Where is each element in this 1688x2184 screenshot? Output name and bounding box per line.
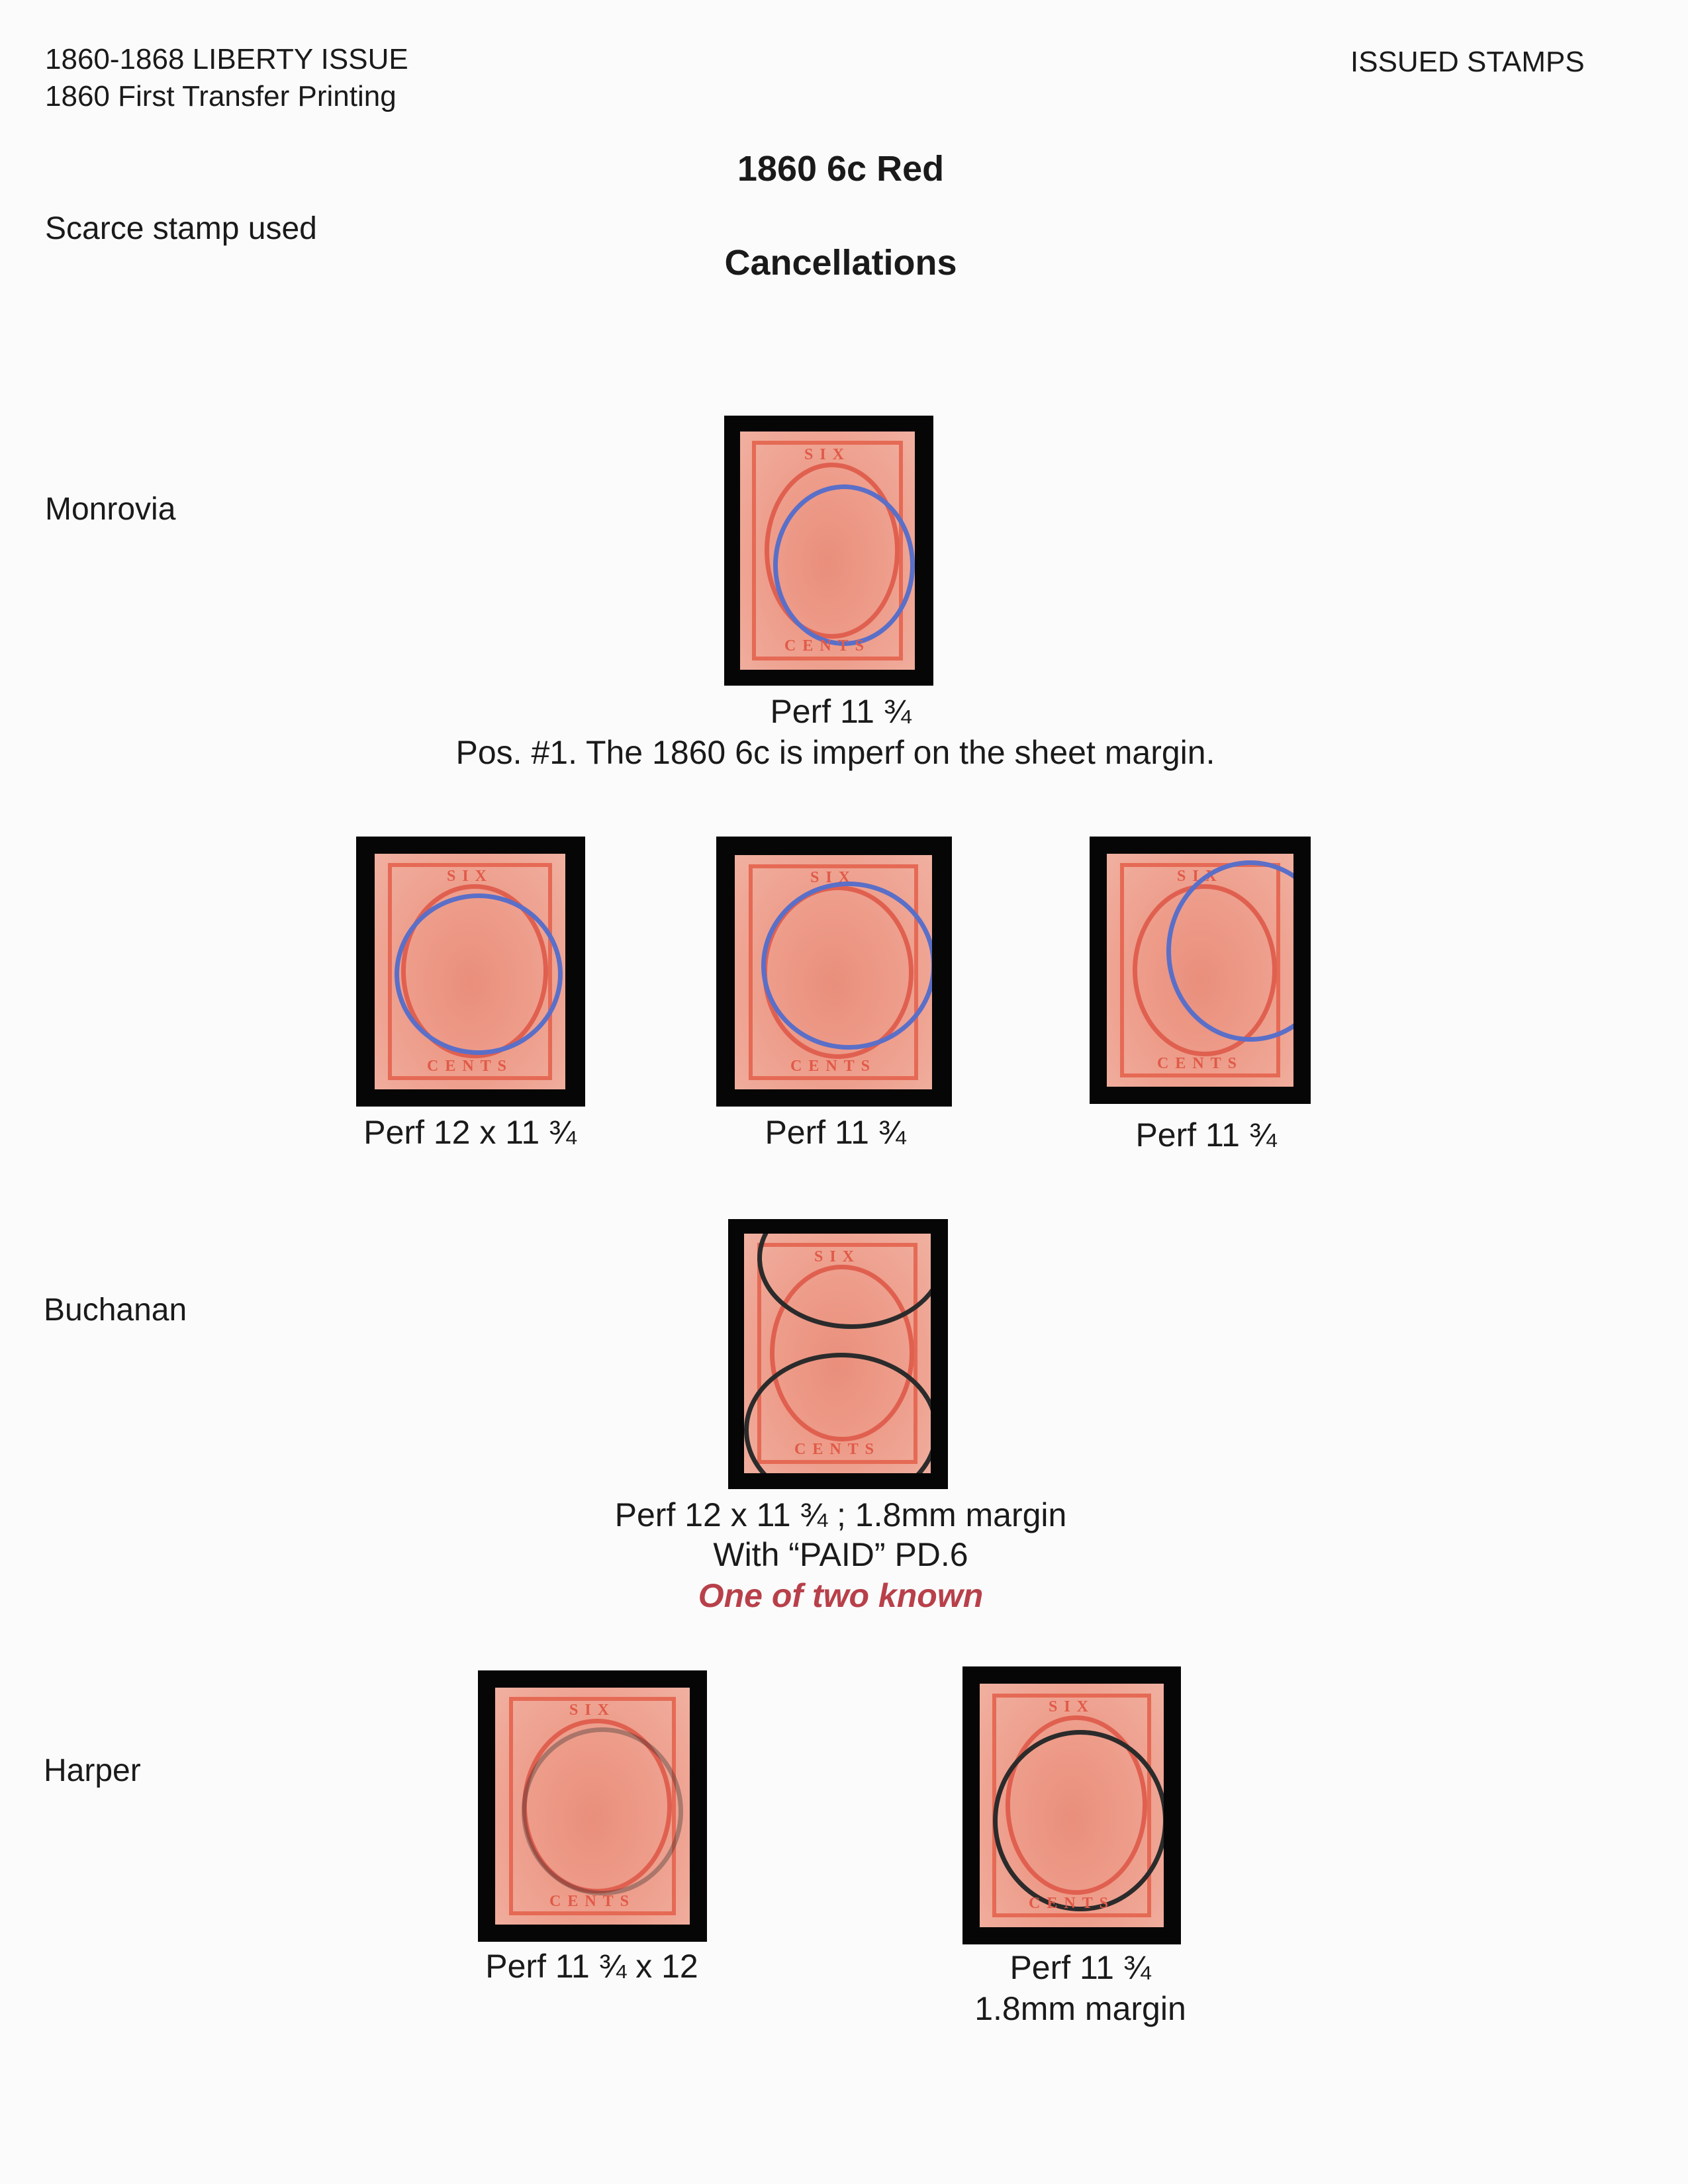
stamp-image — [980, 1684, 1164, 1927]
page-title: 1860 6c Red — [737, 149, 945, 189]
stamp-denomination-top: SIX — [569, 1702, 616, 1719]
stamp-mount-2 — [356, 837, 585, 1107]
stamp-denomination-bottom: CENTS — [784, 637, 871, 655]
caption-stamp-3: Perf 11 ¾ — [765, 1114, 906, 1151]
cancel-postmark — [993, 1730, 1164, 1911]
caption-stamp-4: Perf 11 ¾ — [1135, 1116, 1277, 1154]
stamp-mount-5 — [728, 1219, 948, 1489]
caption-stamp-7: Perf 11 ¾ — [1009, 1949, 1151, 1986]
cancel-postmark — [395, 893, 563, 1055]
stamp-denomination-bottom: CENTS — [426, 1057, 514, 1075]
caption-stamp-6: Perf 11 ¾ x 12 — [485, 1948, 698, 1985]
stamp-image — [495, 1688, 690, 1925]
caption-stamp-1-note: Pos. #1. The 1860 6c is imperf on the sheet margin. — [455, 734, 1215, 771]
cancel-postmark — [773, 484, 915, 646]
stamp-image — [744, 1234, 931, 1473]
stamp-denomination-top: SIX — [810, 869, 857, 887]
cancel-postmark — [522, 1727, 683, 1895]
stamp-denomination-bottom: CENTS — [790, 1057, 877, 1075]
cancel-postmark — [761, 882, 932, 1050]
stamp-denomination-top: SIX — [1048, 1698, 1096, 1716]
stamp-mount-7 — [962, 1666, 1181, 1944]
label-harper: Harper — [44, 1753, 141, 1788]
page-subtitle: Cancellations — [724, 243, 957, 283]
stamp-denomination-bottom: CENTS — [1028, 1894, 1115, 1912]
stamp-mount-6 — [478, 1670, 707, 1942]
caption-stamp-5: Perf 12 x 11 ¾ ; 1.8mm margin — [614, 1496, 1067, 1533]
stamp-denomination-top: SIX — [1176, 868, 1224, 886]
caption-stamp-2: Perf 12 x 11 ¾ — [363, 1114, 577, 1151]
printing-subtitle: 1860 First Transfer Printing — [45, 80, 397, 113]
stamp-denomination-top: SIX — [814, 1248, 861, 1265]
stamp-denomination-top: SIX — [446, 868, 494, 886]
stamp-image — [735, 855, 932, 1089]
stamp-denomination-bottom: CENTS — [1156, 1054, 1244, 1072]
header-left — [45, 41, 408, 115]
stamp-mount-1 — [724, 416, 933, 686]
caption-stamp-7-margin: 1.8mm margin — [974, 1990, 1186, 2027]
stamp-denomination-bottom: CENTS — [794, 1441, 881, 1459]
label-buchanan: Buchanan — [44, 1293, 187, 1328]
caption-stamp-1: Perf 11 ¾ — [770, 693, 912, 730]
caption-stamp-5-paid: With “PAID” PD.6 — [713, 1536, 968, 1573]
stamp-mount-4 — [1090, 837, 1311, 1104]
stamp-image — [375, 854, 565, 1089]
section-label: ISSUED STAMPS — [1350, 46, 1585, 78]
label-monrovia: Monrovia — [45, 492, 176, 527]
rarity-note: One of two known — [698, 1577, 984, 1614]
issue-title: 1860-1868 LIBERTY ISSUE — [45, 43, 408, 75]
stamp-image — [740, 432, 915, 670]
stamp-mount-3 — [716, 837, 952, 1107]
scarcity-note: Scarce stamp used — [45, 211, 317, 246]
stamp-denomination-bottom: CENTS — [549, 1892, 636, 1910]
stamp-denomination-top: SIX — [804, 445, 851, 463]
stamp-image — [1107, 854, 1293, 1087]
